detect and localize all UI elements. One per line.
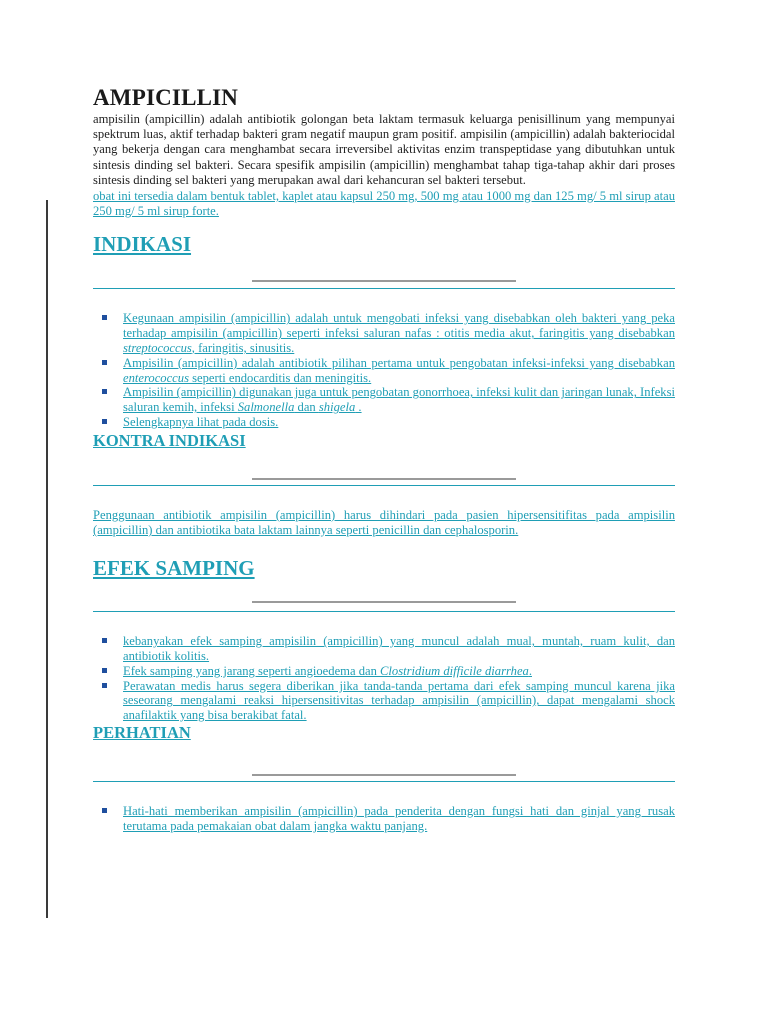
page-margin-bar	[46, 200, 48, 918]
square-bullet-icon	[102, 808, 107, 813]
list-item-text	[123, 634, 675, 663]
rule-long	[93, 781, 675, 782]
text-segment: kebanyakan efek samping ampisilin (ampicillin) yang muncul adalah mual, muntah, ruam kulit, dan antibiotik kolitis.	[123, 634, 675, 663]
square-bullet-icon	[102, 638, 107, 643]
list-item[interactable]	[93, 311, 675, 355]
intro-paragraph: ampisilin (ampicillin) adalah antibiotik golongan beta laktam termasuk keluarga penisillinum yang mempunyai spektrum luas, aktif terhadap bakteri gram negatif maupun gram positif. ampisilin (ampicillin) adalah bakteriocidal yang bekerja dengan cara menghambat secara irreversibel aktivitas enzim transpeptidase yang dibutuhkan untuk sintesis dinding sel bakteri. Secara spesifik ampisilin (ampicillin) menghambat tahap tiga-tahap akhir dari proses sintesis dinding sel bakteri yang merupakan awal dari kehancuran sel bakteri tersebut.	[93, 112, 675, 187]
section-rule	[93, 774, 675, 775]
rule-short	[252, 280, 516, 282]
list-item-text	[123, 804, 675, 833]
italic-term: Clostridium difficile diarrhea	[380, 663, 529, 678]
intro-availability-link[interactable]: obat ini tersedia dalam bentuk tablet, kaplet atau kapsul 250 mg, 500 mg atau 1000 mg dan 125 mg/ 5 ml sirup atau 250 mg/ 5 ml sirup forte.	[93, 189, 675, 219]
text-segment: .	[528, 663, 532, 678]
square-bullet-icon	[102, 683, 107, 688]
section-heading-indikasi[interactable]: INDIKASI	[93, 232, 192, 257]
section-rule	[93, 478, 675, 479]
square-bullet-icon	[102, 389, 107, 394]
text-segment: Perawatan medis harus segera diberikan jika tanda-tanda pertama dari efek samping muncul karena jika seseorang mengalami reaksi hipersensitivitas terhadap ampisilin (ampicillin), dapat mengalami shock anafilaktik yang bisa berakibat fatal.	[123, 678, 675, 723]
italic-term: streptococcus	[123, 341, 192, 356]
efek-samping-list	[93, 634, 675, 723]
text-segment: Efek samping yang jarang seperti angioedema dan	[123, 663, 381, 678]
rule-long	[93, 485, 675, 486]
rule-long	[93, 288, 675, 289]
italic-term: shigela	[318, 400, 356, 415]
square-bullet-icon	[102, 668, 107, 673]
indikasi-list	[93, 311, 675, 429]
italic-term: enterococcus	[123, 370, 189, 385]
rule-short	[252, 601, 516, 603]
document-title: AMPICILLIN	[93, 85, 239, 110]
list-item[interactable]	[93, 385, 675, 415]
list-item-text	[123, 356, 675, 385]
rule-long	[93, 611, 675, 612]
text-segment: , faringitis, sinusitis.	[191, 341, 295, 356]
rule-short	[252, 478, 516, 480]
section-heading-kontra-indikasi[interactable]: KONTRA INDIKASI	[93, 430, 246, 450]
list-item[interactable]	[93, 679, 675, 723]
text-segment: Hati-hati memberikan ampisilin (ampicillin) pada penderita dengan fungsi hati dan ginjal yang rusak terutama pada pemakaian obat dalam jangka waktu panjang.	[123, 803, 675, 833]
text-segment: dan	[294, 400, 319, 415]
section-rule	[93, 601, 675, 602]
text-segment: Ampisilin (ampicillin) adalah antibiotik pilihan pertama untuk pengobatan infeksi-infeksi yang disebabkan	[123, 355, 675, 370]
list-item-text	[123, 679, 675, 723]
list-item-text	[123, 415, 278, 429]
list-item[interactable]	[93, 415, 675, 430]
section-heading-efek-samping[interactable]: EFEK SAMPING	[93, 556, 255, 581]
square-bullet-icon	[102, 315, 107, 320]
text-segment: Kegunaan ampisilin (ampicillin) adalah untuk mengobati infeksi yang disebabkan oleh bakteri yang peka terhadap ampisilin (ampicillin) seperti infeksi saluran nafas : otitis media akut, faringitis yang disebabkan	[123, 311, 675, 341]
text-segment: seperti endocarditis dan meningitis.	[188, 370, 372, 385]
text-segment: Selengkapnya lihat pada dosis.	[123, 415, 279, 429]
perhatian-list	[93, 804, 675, 834]
italic-term: Salmonella	[237, 400, 295, 415]
square-bullet-icon	[102, 360, 107, 365]
section-heading-perhatian[interactable]: PERHATIAN	[93, 722, 191, 742]
list-item[interactable]	[93, 356, 675, 386]
square-bullet-icon	[102, 419, 107, 424]
text-segment: Ampisilin (ampicillin) digunakan juga untuk pengobatan gonorrhoea, infeksi kulit dan jaringan lunak, Infeksi saluran kemih, infeksi	[123, 385, 675, 415]
list-item-text	[123, 664, 532, 678]
text-segment: .	[355, 400, 362, 415]
list-item[interactable]	[93, 804, 675, 834]
document-page	[93, 84, 675, 834]
rule-short	[252, 774, 516, 776]
list-item[interactable]	[93, 634, 675, 664]
list-item[interactable]	[93, 664, 675, 679]
list-item-text	[123, 385, 675, 414]
kontra-indikasi-text[interactable]: Penggunaan antibiotik ampisilin (ampicillin) harus dihindari pada pasien hipersensitifitas pada ampisilin (ampicillin) dan antibiotika bata laktam lainnya seperti penicillin dan cephalosporin.	[93, 507, 675, 537]
section-rule	[93, 280, 675, 281]
list-item-text	[123, 311, 675, 355]
